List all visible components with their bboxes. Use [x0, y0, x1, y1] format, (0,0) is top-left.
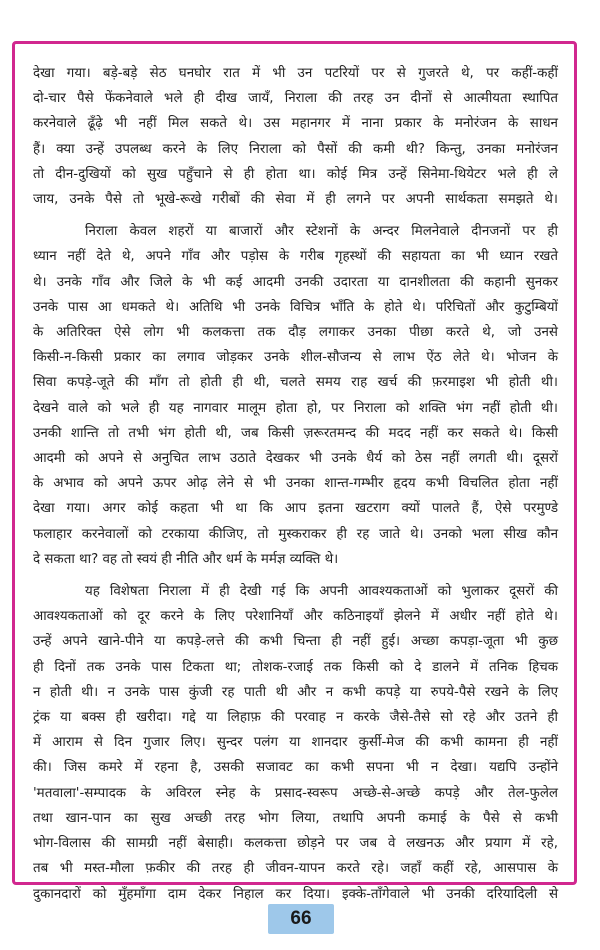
text-line: थे। उनके गाँव और जिले के भी कई आदमी उनकी उदारता या दानशीलता की कहानी सुनकर [33, 274, 558, 290]
text-line: करनेवाले ढूँढ़े भी नहीं मिल सकते थे। उस महानगर में नाना प्रकार के मनोरंजन के साधन [33, 116, 558, 132]
text-line: हैं। क्या उन्हें उपलब्ध करने के लिए निराला को पैसों की कमी थी? किन्तु, उनका मनोरंजन [33, 141, 558, 157]
text-line: आदमी को अपने से अनुचित लाभ उठाते देखकर भी उनके धैर्य को ठेस नहीं लगती थी। दूसरों [33, 451, 558, 467]
text-line: के अभाव को अपने ऊपर ओढ़ लेने से भी उनका शान्त-गम्भीर हृदय कभी विचलित होता नहीं [33, 476, 558, 492]
text-line: देखने वाले को भले ही यह नागवार मालूम होता हो, पर निराला को शक्ति भंग नहीं होती थी। [33, 400, 558, 416]
text-line: 'मतवाला'-सम्पादक के अविरल स्नेह के प्रसाद-स्वरूप अच्छे-से-अच्छे कपड़े और तेल-फुलेल [33, 785, 558, 801]
text-line: के अतिरिक्त ऐसे लोग भी कलकत्ता तक दौड़ लगाकर उनका पीछा करते थे, जो उनसे [33, 325, 558, 341]
text-line: ही दिनों तक उनके पास टिकता था; तोशक-रजाई तक किसी को दे डालने में तनिक हिचक [33, 659, 558, 675]
text-line: में आराम से दिन गुजार लिए। सुन्दर पलंग या शानदार कुर्सी-मेज की कभी कामना ही नहीं [33, 735, 558, 751]
text-line: सिवा कपड़े-जूते की माँग तो होती ही थी, चलते समय राह खर्च की फ़रमाइश भी होती थी। [33, 375, 558, 391]
text-line: उनकी शान्ति तो तभी भंग होती थी, जब किसी ज़रूरतमन्द की मदद नहीं कर सकते थे। किसी [33, 425, 558, 441]
paragraph-1 [33, 61, 558, 212]
text-line: निराला केवल शहरों या बाजारों और स्टेशनों के अन्दर मिलनेवाले दीनजनों पर ही [85, 224, 558, 240]
page-frame [12, 41, 577, 902]
text-line: ध्यान नहीं देते थे, अपने गाँव और पड़ोस के गरीब गृहस्थों की सहायता का भी ध्यान रखते [33, 249, 558, 265]
text-line: यह विशेषता निराला में ही देखी गई कि अपनी आवश्यकताओं को भुलाकर दूसरों की [85, 584, 558, 600]
text-line: ट्रंक या बक्स ही खरीदा। गद्दे या लिहाफ़ की परवाह न करके जैसे-तैसे सो रहे और उतने ही [33, 710, 558, 726]
text-line: तो दीन-दुखियों को सुख पहुँचाने से ही होता था। कोई मित्र उन्हें सिनेमा-थियेटर भले ही ले [33, 166, 558, 182]
text-line: तथा खान-पान का सुख अच्छी तरह भोग लिया, तथापि अपनी कमाई के पैसे से कभी [33, 810, 558, 826]
text-line: दे सकता था? वह तो स्वयं ही नीति और धर्म के मर्मज्ञ व्यक्ति थे। [33, 551, 339, 567]
text-line: देखा गया। बड़े-बड़े सेठ घनघोर रात में भी उन पटरियों पर से गुजरते थे, पर कहीं-कहीं [33, 66, 558, 81]
paragraph-3 [33, 579, 558, 907]
text-line: की। जिस कमरे में रहना है, उसकी सजावट का कभी सपना भी न देखा। यद्यपि उन्होंने [33, 760, 558, 776]
text-line: जाय, उनके पैसे तो भूखे-रूखे गरीबों की सेवा में ही लगने पर अपनी सार्थकता समझते थे। [33, 192, 558, 208]
text-line: दो-चार पैसे फेंकनेवाले भले ही दीख जायँ, निराला की तरह उन दीनों से आत्मीयता स्थापित [33, 91, 558, 107]
page-number: 66 [268, 904, 334, 934]
text-line: दुकानदारों को मुँहमाँगा दाम देकर निहाल कर दिया। इक्के-ताँगेवाले भी उनकी दरियादिली से [33, 886, 558, 902]
text-line: देखा गया। अगर कोई कहता भी था कि आप इतना खटराग क्यों पालते हैं, ऐसे परमुण्डे [33, 501, 558, 517]
text-line: भोग-विलास की सामग्री नहीं बेसाही। कलकत्ता छोड़ने पर जब वे लखनऊ और प्रयाग में रहे, [33, 836, 558, 852]
text-line: उन्हें अपने खाने-पीने या कपड़े-लत्ते की कभी चिन्ता ही नहीं हुई। अच्छा कपड़ा-जूता भी कुछ [33, 634, 558, 650]
text-line: फलाहार करनेवालों को टरकाया कीजिए, तो मुस्कराकर ही रह जाते थे। उनको भला सीख कौन [33, 526, 558, 542]
text-line: आवश्यकताओं को दूर करने के लिए परेशानियाँ और कठिनाइयाँ झेलने में अधीर नहीं होते थे। [33, 609, 558, 625]
text-line: किसी-न-किसी प्रकार का लगाव जोड़कर उनके शील-सौजन्य से लाभ ऐंठ लेते थे। भोजन के [33, 350, 558, 366]
text-line: तब भी मस्त-मौला फ़कीर की तरह ही जीवन-यापन करते रहे। जहाँ कहीं रहे, आसपास के [33, 861, 558, 877]
paragraph-2 [33, 219, 558, 572]
text-line: उनके पास आ धमकते थे। अतिथि भी उनके विचित्र भाँति के होते थे। परिचितों और कुटुम्बियों [33, 299, 558, 315]
text-line: न होती थी। न उनके पास कुंजी रह पाती थी और न कभी कपड़े या रुपये-पैसे रखने के लिए [33, 684, 558, 700]
